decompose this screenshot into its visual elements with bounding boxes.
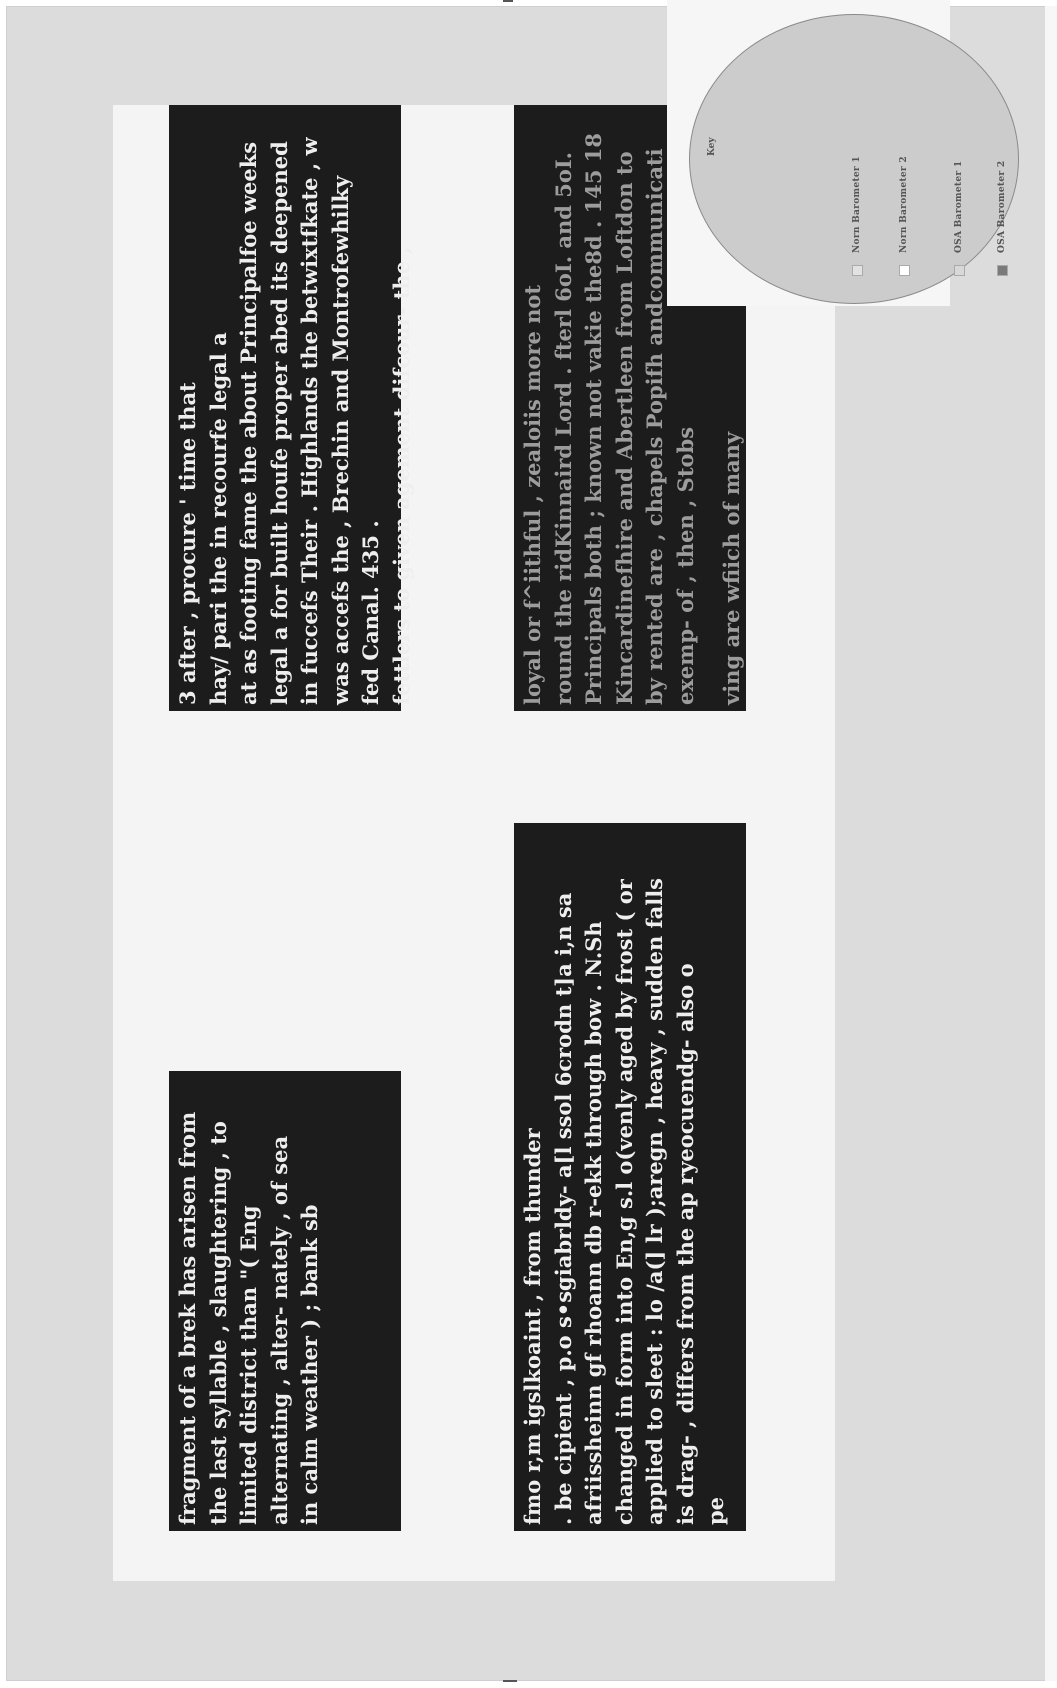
text-line: hay/ pari the in recourfe legal a — [205, 332, 231, 705]
text-line: fmo r,m igslkoaint , from thunder — [520, 1128, 545, 1525]
text-line: at as footing fame the about Principalfoe weeks — [236, 141, 261, 705]
legend-content — [667, 0, 1007, 306]
legend-item — [896, 156, 912, 276]
text-line: pe — [703, 1496, 728, 1525]
text-line: ving are wfiich of many — [719, 431, 744, 705]
text-line: the last syllable , slaughtering , to — [205, 1121, 231, 1525]
panel-text — [169, 1071, 401, 1531]
legend-title: Key — [707, 137, 717, 156]
legend-swatch — [899, 265, 910, 276]
text-line: Principals both ; known not vakie the8d . 145 18 — [581, 132, 606, 705]
text-line: afriissheinn gf rhoann db r-ekk through bow . N.Sh — [581, 921, 606, 1525]
text-line: limited district than "( Eng — [236, 1205, 261, 1525]
text-line: fettlers to given agement difcour- the , — [388, 246, 414, 705]
text-line: by rented are , chapels Popifh andcommunicati — [642, 148, 667, 705]
panel-text — [514, 823, 746, 1531]
legend-label: Norn Barometer 1 — [852, 156, 862, 253]
text-line: 3 after , procure ' time that — [175, 382, 200, 705]
text-line: was accefs the , Brechin and Montrofewhilky — [327, 175, 353, 705]
text-panel-top-right — [169, 1071, 401, 1531]
legend-label: OSA Barometer 1 — [954, 160, 964, 253]
panel-text — [169, 105, 414, 711]
document-sheet — [113, 105, 835, 1581]
legend-swatch — [997, 265, 1008, 276]
text-line: applied to sleet : lo /a(] lr );aregn , heavy , sudden falls — [642, 877, 667, 1525]
text-line: in calm weather ) ; bank sb — [297, 1204, 322, 1525]
text-line: changed in form into En,g s.l o(venly aged by frost ( or — [611, 879, 637, 1525]
text-line: fragment of a brek has arisen from — [175, 1111, 200, 1525]
text-line: is drag- , differs from the ap ryeocuendg- also o — [672, 963, 698, 1525]
bottom-edge-mark — [503, 1680, 517, 1682]
legend-swatch — [852, 265, 863, 276]
legend-swatch — [954, 265, 965, 276]
text-line: Kincardinefhire and Abertleen from Loftdon to — [611, 151, 637, 705]
text-line: round the ridKinnaird Lord . fterl 6oI. and 5oI. — [550, 152, 576, 705]
text-line: loyal or f^iithful , zealoiis more not — [520, 284, 545, 705]
text-line: legal a for built houfe proper abed its deepened — [266, 141, 292, 705]
top-edge-mark — [503, 0, 513, 2]
legend-item — [994, 161, 1010, 276]
legend-label: Norn Barometer 2 — [899, 156, 909, 253]
legend-box — [667, 0, 1007, 306]
text-line: alternating , alter- nately , of sea — [266, 1135, 292, 1525]
text-line: . be cipient , p.o s•sgiabrldy- a[l ssol 6crodn t]a i,n sa — [550, 892, 576, 1525]
text-line: in fuccefs Their . Highlands the betwixtfkate , w — [297, 137, 322, 705]
legend-item — [951, 161, 967, 276]
text-panel-bottom-right — [514, 823, 746, 1531]
text-panel-top-left — [169, 105, 414, 711]
text-line: fed Canal. 435 . — [358, 520, 383, 705]
text-line: exemp- of , then , Stobs — [672, 426, 698, 705]
legend-label: OSA Barometer 2 — [997, 160, 1007, 253]
page-edge — [1045, 6, 1057, 1681]
legend-item — [849, 156, 865, 276]
